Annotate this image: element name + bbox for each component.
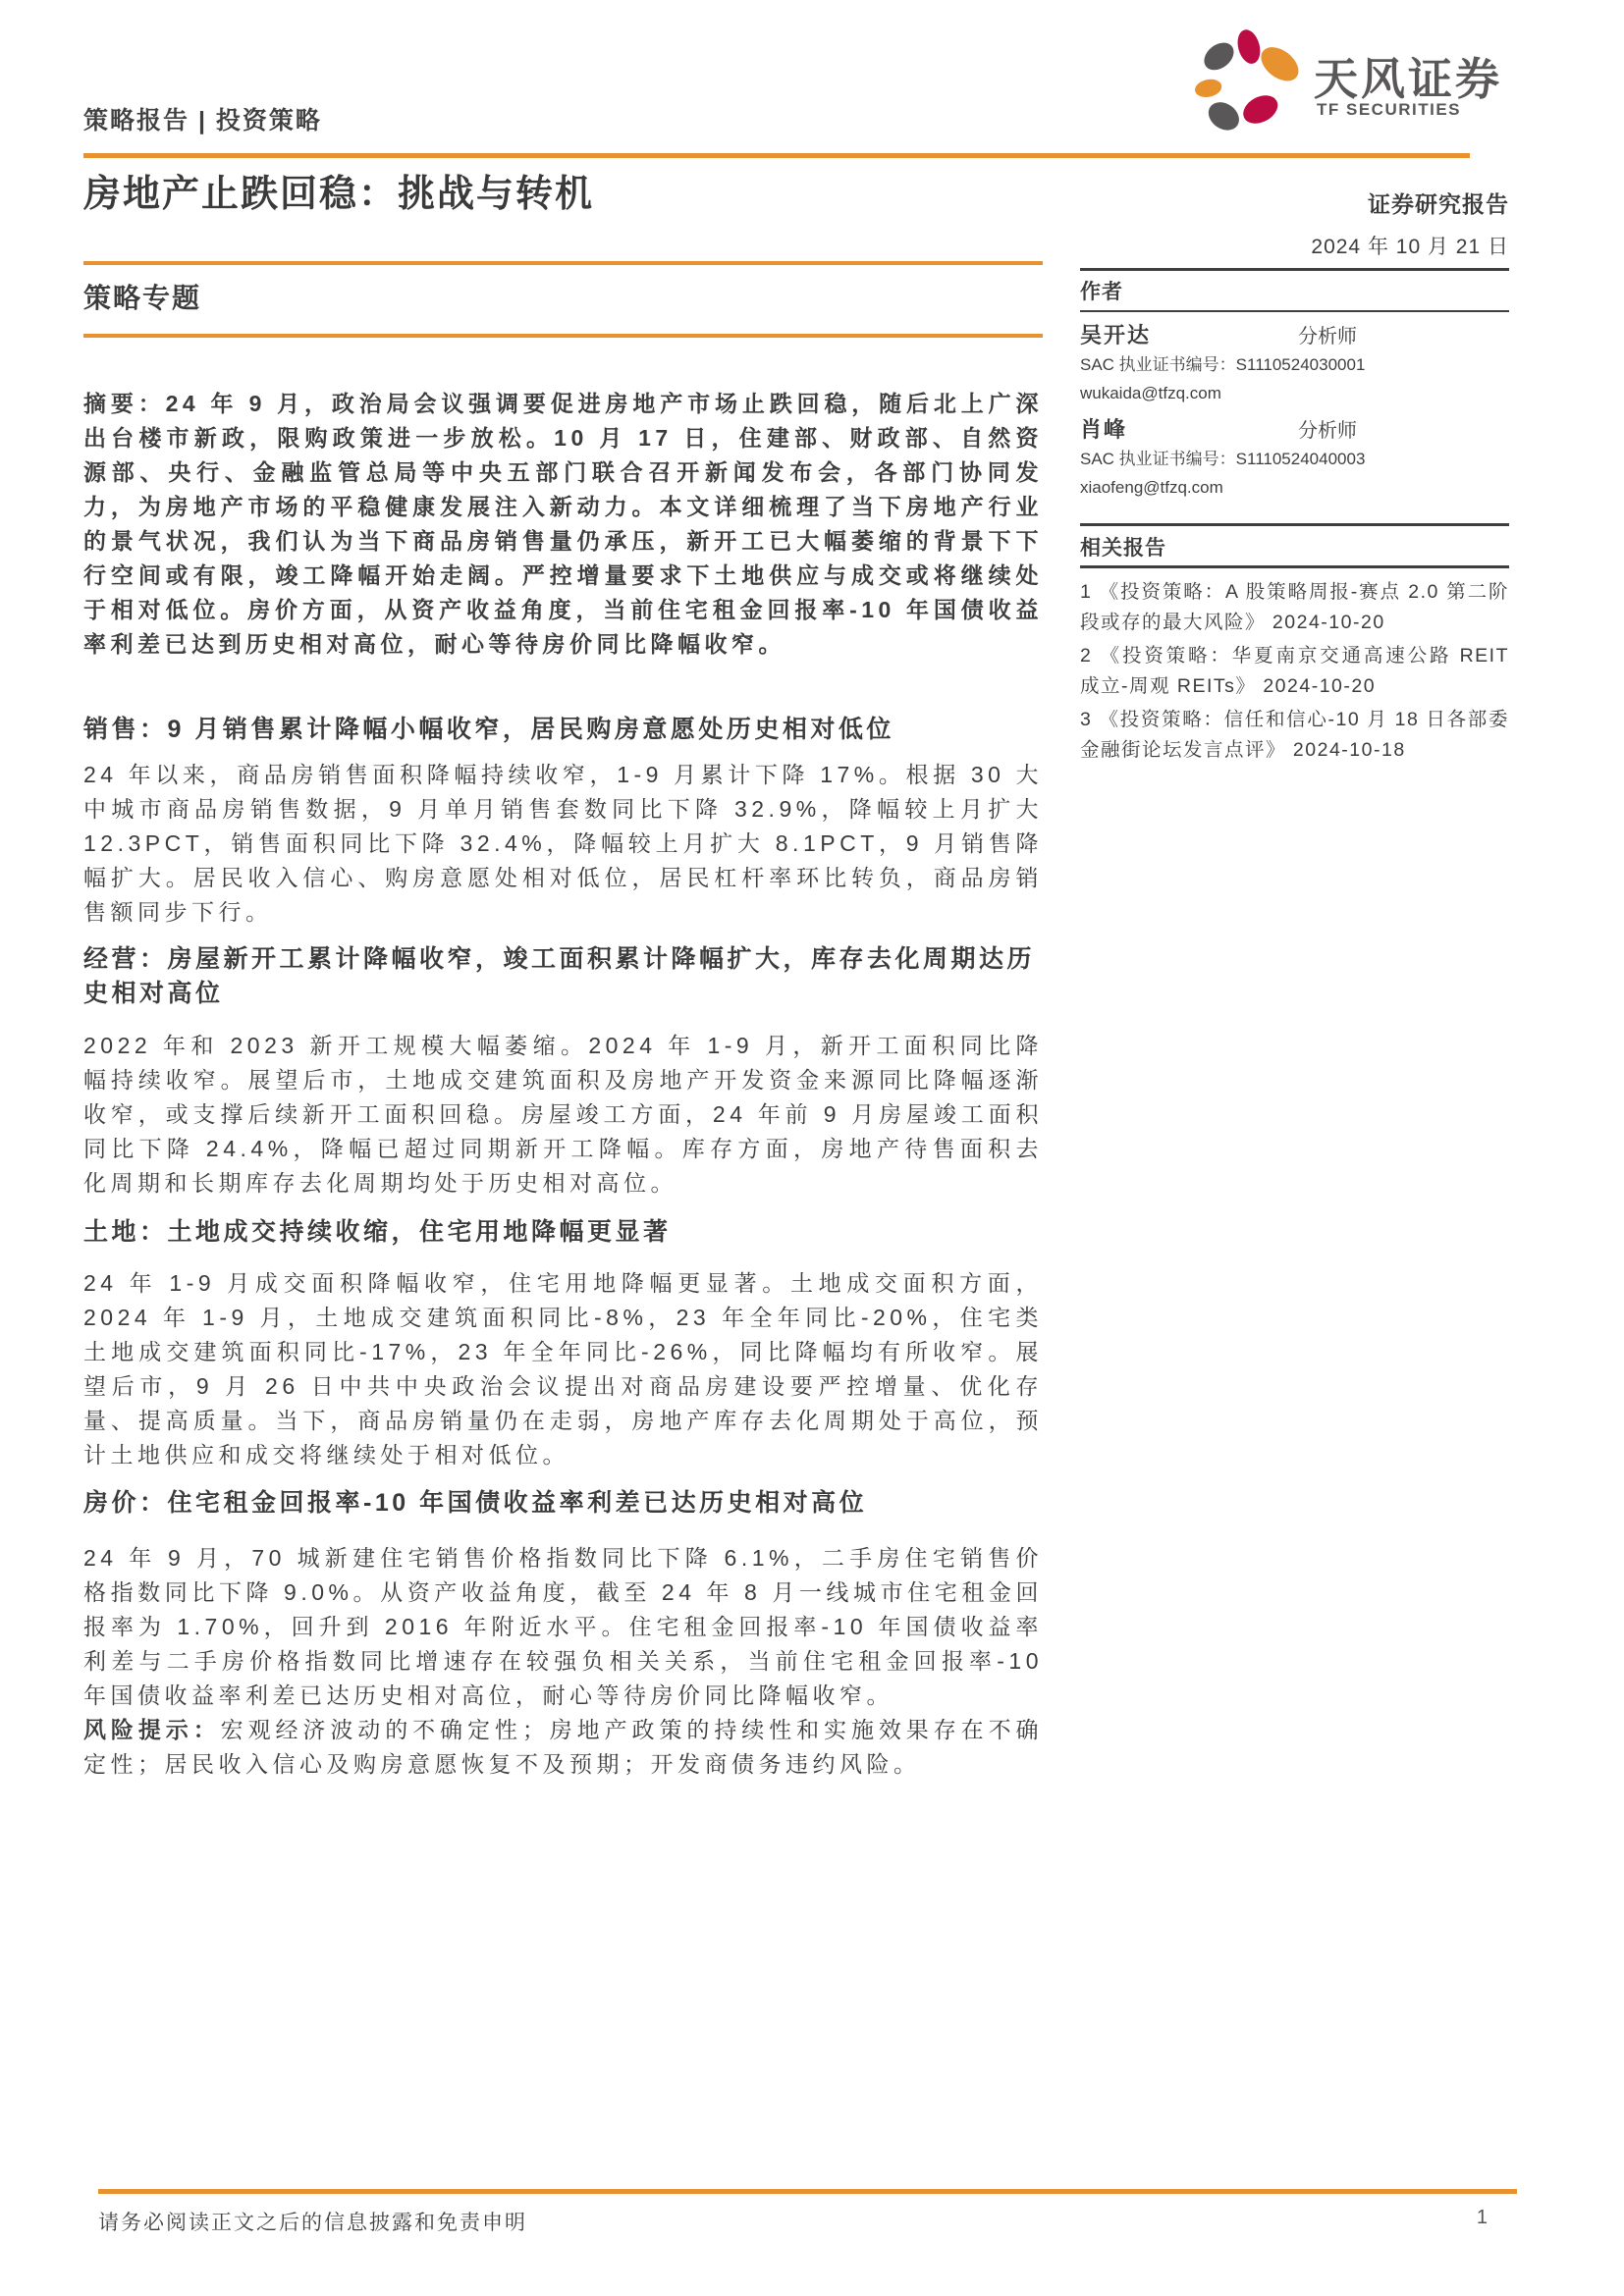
risk-text: 宏观经济波动的不确定性；房地产政策的持续性和实施效果存在不确定性；居民收入信心及购房意愿恢复不及预期；开发商债务违约风险。 bbox=[83, 1717, 1044, 1777]
related-reports-label: 相关报告 bbox=[1080, 537, 1166, 560]
related-report-item: 1 《投资策略：A 股策略周报-赛点 2.0 第二阶段或存的最大风险》 2024-10-20 bbox=[1080, 581, 1509, 633]
author-entry bbox=[1080, 416, 1509, 502]
research-report-label: 证券研究报告 bbox=[1368, 191, 1509, 217]
abstract-label: 摘要： bbox=[83, 391, 166, 416]
divider bbox=[1080, 310, 1509, 312]
related-report-item: 2 《投资策略：华夏南京交通高速公路 REIT 成立-周观 REITs》 2024-10-20 bbox=[1080, 645, 1509, 697]
report-type-label: 策略报告 | 投资策略 bbox=[83, 107, 322, 134]
author-name: 吴开达 bbox=[1080, 323, 1152, 347]
footer-orange-rule bbox=[98, 2189, 1517, 2194]
authors-block bbox=[1080, 320, 1509, 510]
title-orange-rule bbox=[83, 261, 1043, 265]
section-body-operations: 2022 年和 2023 新开工规模大幅萎缩。2024 年 1-9 月，新开工面积同比降幅持续收窄。展望后市，土地成交建筑面积及房地产开发资金来源同比降幅逐渐收窄，或支撑后续新开工面积回稳。房屋竣工方面，24 年前 9 月房屋竣工面积同比下降 24.4%，降幅已超过同期新开工降幅。库存方面，房地产待售面积去化周期和长期库存去化周期均处于历史相对高位。 bbox=[83, 1033, 1043, 1196]
header-orange-rule bbox=[83, 153, 1470, 158]
section-body-land: 24 年 1-9 月成交面积降幅收窄，住宅用地降幅更显著。土地成交面积方面，2024 年 1-9 月，土地成交建筑面积同比-8%，23 年全年同比-20%，住宅类土地成交建筑面积同比-17%，23 年全年同比-26%，同比降幅均有所收窄。展望后市，9 月 26 日中共中央政治会议提出对商品房建设要严控增量、优化存量、提高质量。当下，商品房销量仍在走弱，房地产库存去化周期处于高位，预计土地供应和成交将继续处于相对低位。 bbox=[83, 1270, 1043, 1468]
abstract-paragraph bbox=[83, 387, 1043, 662]
divider bbox=[1080, 268, 1509, 271]
related-report-item: 3 《投资策略：信任和信心-10 月 18 日各部委金融街论坛发言点评》 2024-10-18 bbox=[1080, 709, 1509, 761]
author-email: wukaida@tfzq.com bbox=[1080, 384, 1221, 402]
section-heading-operations: 经营：房屋新开工累计降幅收窄，竣工面积累计降幅扩大，库存去化周期达历史相对高位 bbox=[83, 945, 1036, 1007]
related-reports-list bbox=[1080, 577, 1509, 769]
section-body-sales: 24 年以来，商品房销售面积降幅持续收窄，1-9 月累计下降 17%。根据 30 大中城市商品房销售数据，9 月单月销售套数同比下降 32.9%，降幅较上月扩大 12.3PCT，销售面积同比下降 32.4%，降幅较上月扩大 8.1PCT，9 月销售降幅扩大。居民收入信心、购房意愿处相对低位，居民杠杆率环比转负，商品房销售额同步下行。 bbox=[83, 762, 1043, 925]
report-date: 2024 年 10 月 21 日 bbox=[1311, 236, 1509, 258]
section-heading-land: 土地：土地成交持续收缩，住宅用地降幅更显著 bbox=[83, 1218, 672, 1246]
author-email: xiaofeng@tfzq.com bbox=[1080, 478, 1223, 497]
brand-name-cn: 天风证券 bbox=[1314, 54, 1503, 104]
section-body-prices: 24 年 9 月，70 城新建住宅销售价格指数同比下降 6.1%，二手房住宅销售价格指数同比下降 9.0%。从资产收益角度，截至 24 年 8 月一线城市住宅租金回报率为 1.70%，回升到 2016 年附近水平。住宅租金回报率-10 年国债收益率利差与二手房价格指数同比增速存在较强负相关关系，当前住宅租金回报率-10 年国债收益率利差已达历史相对高位，耐心等待房价同比降幅收窄。 bbox=[83, 1545, 1043, 1708]
section-heading-sales: 销售：9 月销售累计降幅小幅收窄，居民购房意愿处历史相对低位 bbox=[83, 716, 894, 743]
page-title: 房地产止跌回稳：挑战与转机 bbox=[83, 174, 595, 215]
author-sac-number: SAC 执业证书编号：S1110524030001 bbox=[1080, 355, 1366, 374]
risk-label: 风险提示： bbox=[83, 1717, 221, 1742]
risk-paragraph bbox=[83, 1713, 1043, 1782]
abstract-text: 24 年 9 月，政治局会议强调要促进房地产市场止跌回稳，随后北上广深出台楼市新政，限购政策进一步放松。10 月 17 日，住建部、财政部、自然资源部、央行、金融监管总局等中央五部门联合召开新闻发布会，各部门协同发力，为房地产市场的平稳健康发展注入新动力。本文详细梳理了当下房地产行业的景气状况，我们认为当下商品房销售量仍承压，新开工已大幅萎缩的背景下下行空间或有限，竣工降幅开始走阔。严控增量要求下土地供应与成交或将继续处于相对低位。房价方面，从资产收益角度，当前住宅租金回报率-10 年国债收益率利差已达到历史相对高位，耐心等待房价同比降幅收窄。 bbox=[83, 391, 1044, 657]
report-subtitle: 策略专题 bbox=[83, 283, 202, 313]
author-sac-number: SAC 执业证书编号：S1110524040003 bbox=[1080, 450, 1366, 468]
tf-flower-icon bbox=[1188, 26, 1304, 135]
author-role: 分析师 bbox=[1298, 420, 1357, 442]
divider bbox=[1080, 565, 1509, 568]
brand-logo bbox=[1188, 26, 1512, 135]
footer-disclaimer: 请务必阅读正文之后的信息披露和免责申明 bbox=[98, 2212, 527, 2234]
author-entry bbox=[1080, 322, 1509, 407]
subtitle-orange-rule bbox=[83, 334, 1043, 338]
author-role: 分析师 bbox=[1298, 326, 1357, 347]
author-name: 肖峰 bbox=[1080, 417, 1128, 442]
section-body-prices-and-risk bbox=[83, 1541, 1043, 1782]
brand-name-en: TF SECURITIES bbox=[1317, 100, 1462, 119]
divider bbox=[1080, 523, 1509, 526]
page-number: 1 bbox=[1476, 2207, 1488, 2228]
section-heading-prices: 房价：住宅租金回报率-10 年国债收益率利差已达历史相对高位 bbox=[83, 1489, 868, 1517]
authors-section-label: 作者 bbox=[1080, 281, 1123, 303]
